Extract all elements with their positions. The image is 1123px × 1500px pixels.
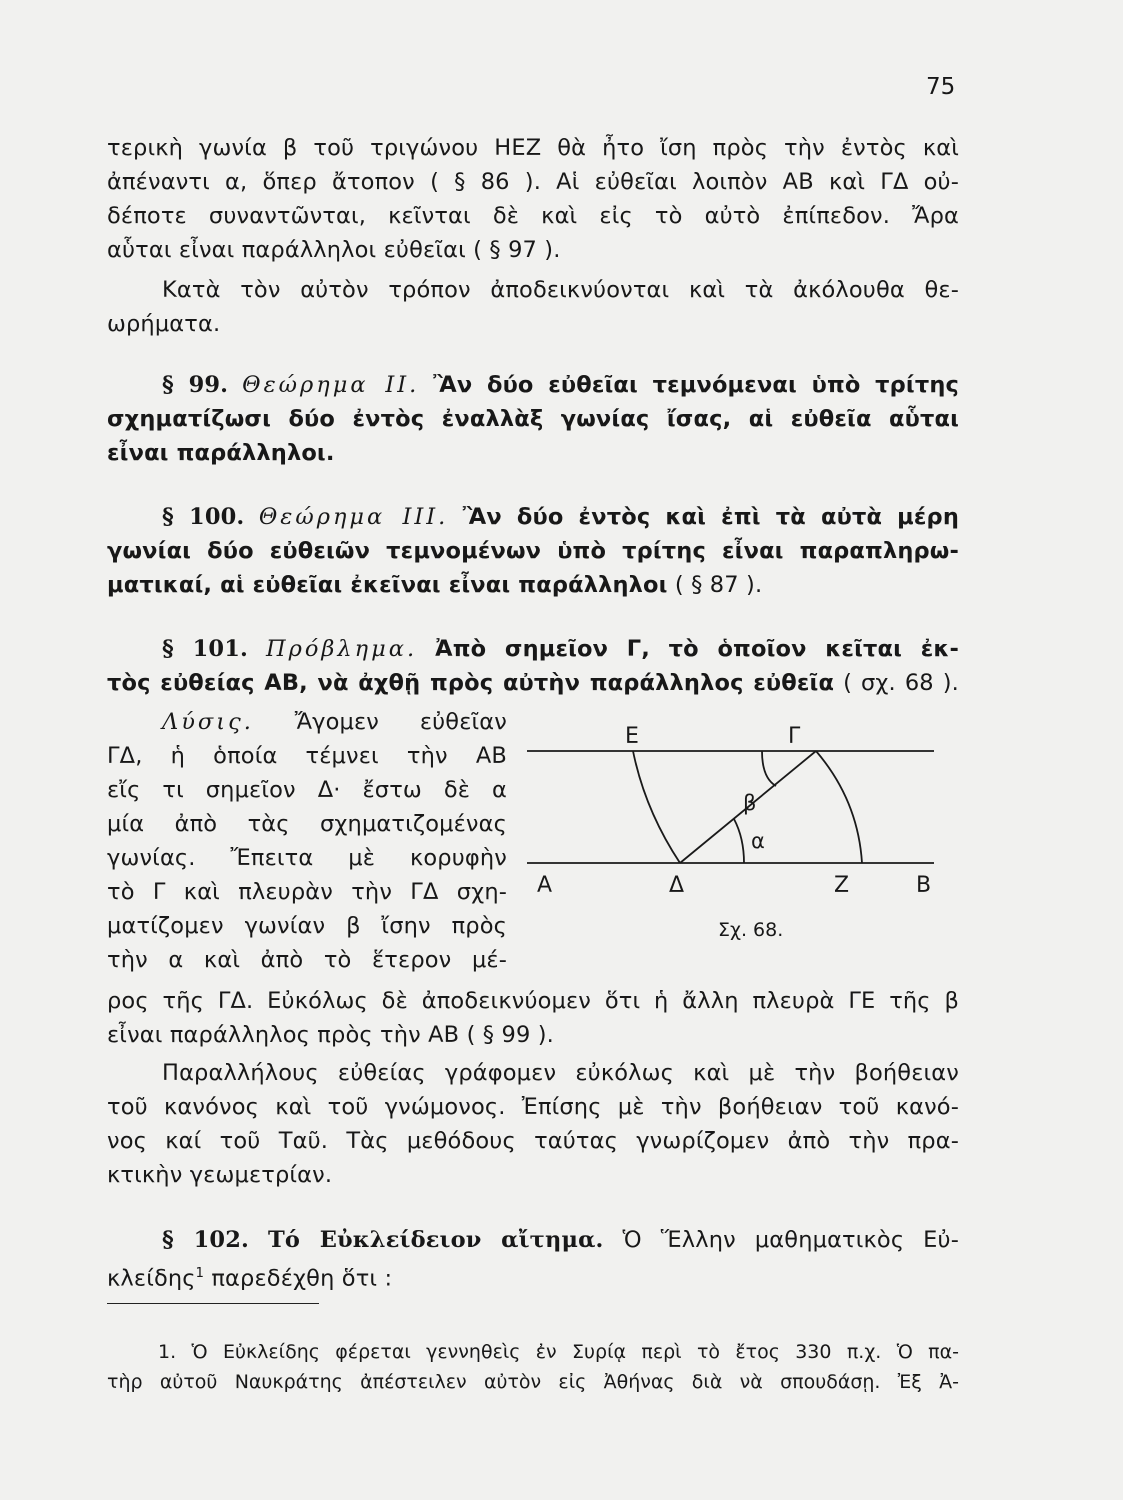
theorem-label: Θεώρημα ΙΙ. — [242, 372, 420, 398]
label-d: Δ — [669, 873, 685, 898]
solution-line: τὴν α καὶ ἀπὸ τὸ ἕτερον μέ- — [107, 947, 507, 973]
solution-line: εἶναι παράλληλος πρὸς τὴν ΑΒ ( § 99 ). — [107, 1022, 554, 1048]
solution-line: τὸ Γ καὶ πλευρὰν τὴν ΓΔ σχη- — [107, 879, 507, 905]
footnote-line: τὴρ αὐτοῦ Ναυκράτης ἀπέστειλεν αὐτὸν εἰς Ἀθήνας διὰ νὰ σπουδάσῃ. Ἐξ Ἀ- — [107, 1371, 959, 1393]
text-line: ωρήματα. — [107, 311, 221, 337]
solution-line: ΓΔ, ἡ ὁποία τέμνει τὴν ΑΒ — [107, 743, 507, 769]
theorem-statement: Ἂν δύο ἐντὸς καὶ ἐπὶ τὰ αὐτὰ μέρη — [462, 504, 959, 530]
label-b: Β — [916, 873, 932, 898]
text-line: κτικὴν γεωμετρίαν. — [107, 1162, 333, 1188]
figure-reference: ( σχ. 68 ). — [843, 670, 959, 696]
text-line: δέποτε συναντῶνται, κεῖνται δὲ καὶ εἰς τὸ αὐτὸ ἐπίπεδον. Ἄρα — [107, 203, 959, 229]
section-text-line — [107, 1257, 959, 1296]
solution-line: ρος τῆς ΓΔ. Εὐκόλως δὲ ἀποδεικνύομεν ὅτι ἡ ἄλλη πλευρὰ ΓΕ τῆς β — [107, 988, 959, 1014]
text-line: αὗται εἶναι παράλληλοι εὐθεῖαι ( § 97 ). — [107, 237, 561, 263]
label-e: Ε — [625, 724, 639, 749]
text-line: ἀπέναντι α, ὅπερ ἄτοπον ( § 86 ). Αἱ εὐθεῖαι λοιπὸν ΑΒ καὶ ΓΔ οὐ- — [107, 169, 959, 195]
text-line: τερικὴ γωνία β τοῦ τριγώνου ΗΕΖ θὰ ἦτο ἴση πρὸς τὴν ἐντὸς καὶ — [107, 135, 959, 161]
section-number: § 101. — [162, 636, 248, 662]
section-number: § 100. — [162, 504, 245, 530]
theorem-statement-line: γωνίαι δύο εὐθειῶν τεμνομένων ὑπὸ τρίτης εἶναι παραπληρω- — [107, 538, 959, 564]
text-line: Κατὰ τὸν αὐτὸν τρόπον ἀποδεικνύονται καὶ τὰ ἀκόλουθα θε- — [162, 277, 959, 303]
label-g: Γ — [788, 724, 801, 749]
text-line: νος καί τοῦ Ταῦ. Τὰς μεθόδους ταύτας γνωρίζομεν ἀπὸ τὴν πρα- — [107, 1128, 959, 1154]
theorem-statement: Ἂν δύο εὐθεῖαι τεμνόμεναι ὑπὸ τρίτης — [433, 372, 959, 398]
solution-label: Λύσις. — [162, 709, 254, 735]
arc-e-d — [633, 751, 680, 863]
label-a: Α — [537, 873, 553, 898]
solution-line: εἴς τι σημεῖον Δ· ἔστω δὲ α — [107, 777, 507, 803]
problem-label: Πρόβλημα. — [266, 636, 418, 662]
problem-statement: Ἀπὸ σημεῖον Γ, τὸ ὁποῖον κεῖται ἐκ- — [435, 636, 960, 662]
label-alpha: α — [751, 829, 765, 853]
theorem-statement-line: εἶναι παράλληλοι. — [107, 440, 335, 466]
theorem-statement-end: ματικαί, αἱ εὐθεῖαι ἐκεῖναι εἶναι παράλληλοι — [107, 572, 668, 598]
label-z: Ζ — [834, 873, 850, 898]
page-number: 75 — [926, 74, 956, 100]
section-text: Ὁ Ἕλλην μαθηματικὸς Εὐ- — [622, 1227, 959, 1253]
section-number: § 99. — [162, 372, 229, 398]
section-reference: ( § 87 ). — [674, 572, 763, 598]
angle-alpha-arc — [734, 819, 744, 863]
theorem-statement-line: σχηματίζωσι δύο ἐντὸς ἐναλλὰξ γωνίας ἴσας, αἱ εὐθεῖα αὗται — [107, 406, 959, 432]
angle-beta-arc — [762, 751, 776, 786]
text-line: Παραλλήλους εὐθείας γράφομεν εὐκόλως καὶ μὲ τὴν βοήθειαν — [162, 1060, 959, 1086]
footnote-rule — [107, 1303, 319, 1304]
solution-line: μία ἀπὸ τὰς σχηματιζομένας — [107, 811, 507, 837]
solution-text: Ἄγομεν εὐθεῖαν — [294, 709, 507, 735]
footnote-marker: 1 — [195, 1266, 205, 1281]
solution-line: γωνίας. Ἔπειτα μὲ κορυφὴν — [107, 845, 507, 871]
problem-statement-end: τὸς εὐθείας ΑΒ, νὰ ἀχθῇ πρὸς αὐτὴν παράλληλος εὐθεῖα — [107, 670, 835, 696]
text-line: τοῦ κανόνος καὶ τοῦ γνώμονος. Ἐπίσης μὲ τὴν βοήθειαν τοῦ κανό- — [107, 1094, 959, 1120]
section-102-heading — [162, 1223, 959, 1257]
section-title: Τό Εὐκλείδειον αἴτημα. — [267, 1227, 604, 1253]
solution-line: ματίζομεν γωνίαν β ἴσην πρὸς — [107, 913, 507, 939]
figure-caption: Σχ. 68. — [718, 919, 784, 941]
arc-g-z — [816, 751, 862, 863]
label-beta: β — [743, 791, 757, 815]
footnote-line: 1. Ὁ Εὐκλείδης φέρεται γεννηθεὶς ἐν Συρίᾳ περὶ τὸ ἔτος 330 π.χ. Ὁ πα- — [158, 1341, 959, 1363]
theorem-label: Θεώρημα ΙΙΙ. — [258, 504, 449, 530]
text-fragment: κλείδης — [107, 1265, 196, 1292]
section-number: § 102. — [162, 1227, 249, 1253]
text-fragment: παρεδέχθη ὅτι : — [204, 1265, 393, 1292]
